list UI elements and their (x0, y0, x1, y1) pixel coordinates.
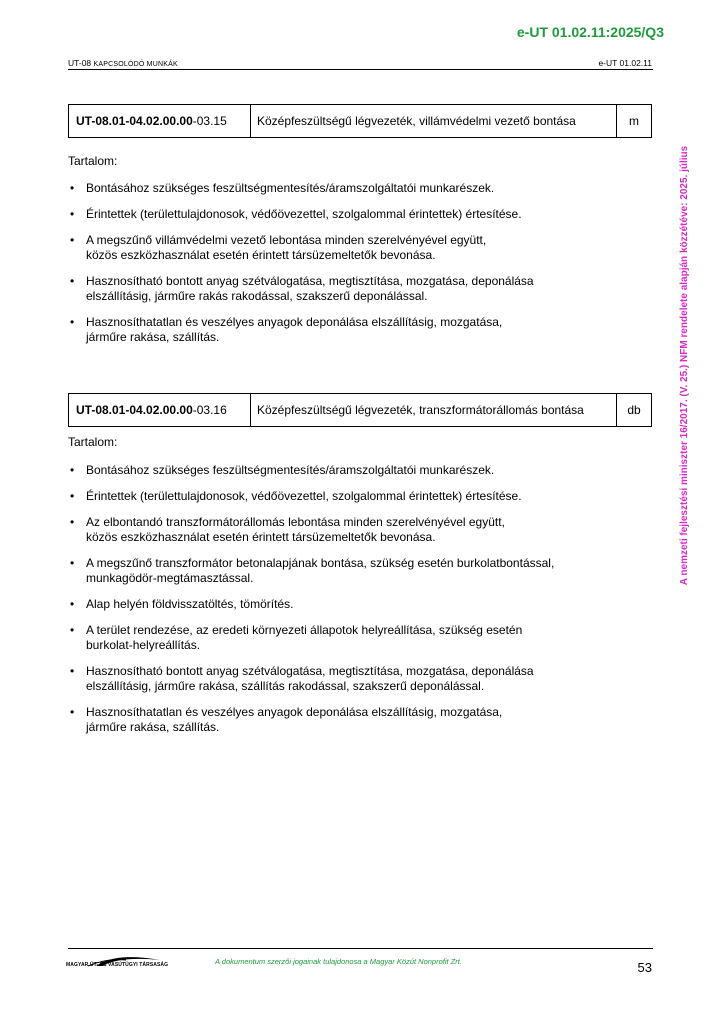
bullet-icon: • (70, 233, 75, 247)
side-publication-note-text: A nemzeti fejlesztési miniszter 16/2017. (V. 25.) NFM rendelete alapján közzétéve: 2025. július (679, 145, 691, 585)
bullet-icon: • (70, 315, 75, 329)
list-item-text: Érintettek (területtulajdonosok, védőövezettel, szolgalommal érintettek) értesítése. (86, 207, 522, 221)
item-unit: db (627, 403, 641, 417)
list-item (68, 181, 648, 196)
list-item-text: A terület rendezése, az eredeti környezeti állapotok helyreállítása, szükség esetén burkolat-helyreállítás. (86, 623, 523, 652)
bullet-icon: • (70, 463, 75, 477)
list-item-text: Hasznosíthatatlan és veszélyes anyagok deponálása elszállításig, mozgatása, járműre rakása, szállítás. (86, 315, 503, 344)
list-item-text: Bontásához szükséges feszültségmentesítés/áramszolgáltatói munkarészek. (86, 463, 495, 477)
list-item-text: Hasznosíthatatlan és veszélyes anyagok deponálása elszállításig, mozgatása, járműre rakása, szállítás. (86, 705, 503, 734)
contents-list (68, 463, 648, 746)
footer-divider (68, 948, 653, 949)
bullet-icon: • (70, 181, 75, 195)
bullet-icon: • (70, 515, 75, 529)
list-item (68, 233, 648, 263)
bullet-icon: • (70, 207, 75, 221)
item-description: Középfeszültségű légvezeték, villámvédelmi vezető bontása (251, 105, 617, 137)
bullet-icon: • (70, 556, 75, 570)
list-item-text: Hasznosítható bontott anyag szétválogatása, megtisztítása, mozgatása, deponálása elszállításig, járműre rakása, szállítás rakodással, szakszerű deponálással. (86, 664, 534, 693)
contents-label: Tartalom: (68, 435, 118, 449)
list-item (68, 556, 648, 586)
bullet-icon: • (70, 597, 75, 611)
item-unit: m (629, 114, 639, 128)
page-number: 53 (637, 960, 652, 975)
list-item (68, 515, 648, 545)
item-description: Középfeszültségű légvezeték, transzformátorállomás bontása (251, 394, 617, 426)
list-item (68, 315, 648, 345)
list-item (68, 664, 648, 694)
copyright-notice: A dokumentum szerzői jogainak tulajdonosa a Magyar Közút Nonprofit Zrt. (215, 957, 462, 966)
logo-text: MAGYAR ÚT- ÉS VASÚTÜGYI TÁRSASÁG (66, 962, 169, 968)
item-code-cell (69, 105, 251, 137)
item-header-table (68, 393, 652, 427)
bullet-icon: • (70, 274, 75, 288)
running-header-right: e-UT 01.02.11 (598, 58, 652, 68)
list-item-text: A megszűnő villámvédelmi vezető lebontása minden szerelvényével együtt, közös eszközhasználat esetén érintett társüzemeltetők bevonása. (86, 233, 487, 262)
list-item-text: A megszűnő transzformátor betonalapjának bontása, szükség esetén burkolatbontással, munkagödör-megtámasztással. (86, 556, 555, 585)
list-item (68, 489, 648, 504)
item-header-table (68, 104, 652, 138)
item-code-cell (69, 394, 251, 426)
list-item-text: Az elbontandó transzformátorállomás lebontása minden szerelvényével együtt, közös eszközhasználat esetén érintett társüzemeltetők bevonása. (86, 515, 505, 544)
contents-list (68, 181, 648, 356)
document-code: e-UT 01.02.11:2025/Q3 (516, 24, 664, 40)
running-header-left (68, 58, 178, 68)
list-item-text: Bontásához szükséges feszültségmentesítés/áramszolgáltatói munkarészek. (86, 181, 495, 195)
list-item-text: Érintettek (területtulajdonosok, védőövezettel, szolgalommal érintettek) értesítése. (86, 489, 522, 503)
side-publication-note (678, 98, 692, 632)
bullet-icon: • (70, 489, 75, 503)
list-item (68, 597, 648, 612)
header-divider (68, 69, 653, 70)
list-item-text: Hasznosítható bontott anyag szétválogatása, megtisztítása, mozgatása, deponálása elszállításig, járműre rakás rakodással, szakszerű deponálással. (86, 274, 534, 303)
bullet-icon: • (70, 664, 75, 678)
item-code-bold: UT-08.01-04.02.00.00 (76, 114, 193, 128)
header-left-prefix: UT-08 (68, 58, 94, 68)
header-left-title: KAPCSOLÓDÓ MUNKÁK (93, 61, 178, 68)
list-item-text: Alap helyén földvisszatöltés, tömörítés. (86, 597, 294, 611)
list-item (68, 207, 648, 222)
contents-label: Tartalom: (68, 154, 118, 168)
item-code-suffix: -03.16 (192, 403, 227, 417)
bullet-icon: • (70, 623, 75, 637)
list-item (68, 274, 648, 304)
item-code-suffix: -03.15 (192, 114, 227, 128)
list-item (68, 463, 648, 478)
list-item (68, 705, 648, 735)
bullet-icon: • (70, 705, 75, 719)
item-code-bold: UT-08.01-04.02.00.00 (76, 403, 193, 417)
list-item (68, 623, 648, 653)
